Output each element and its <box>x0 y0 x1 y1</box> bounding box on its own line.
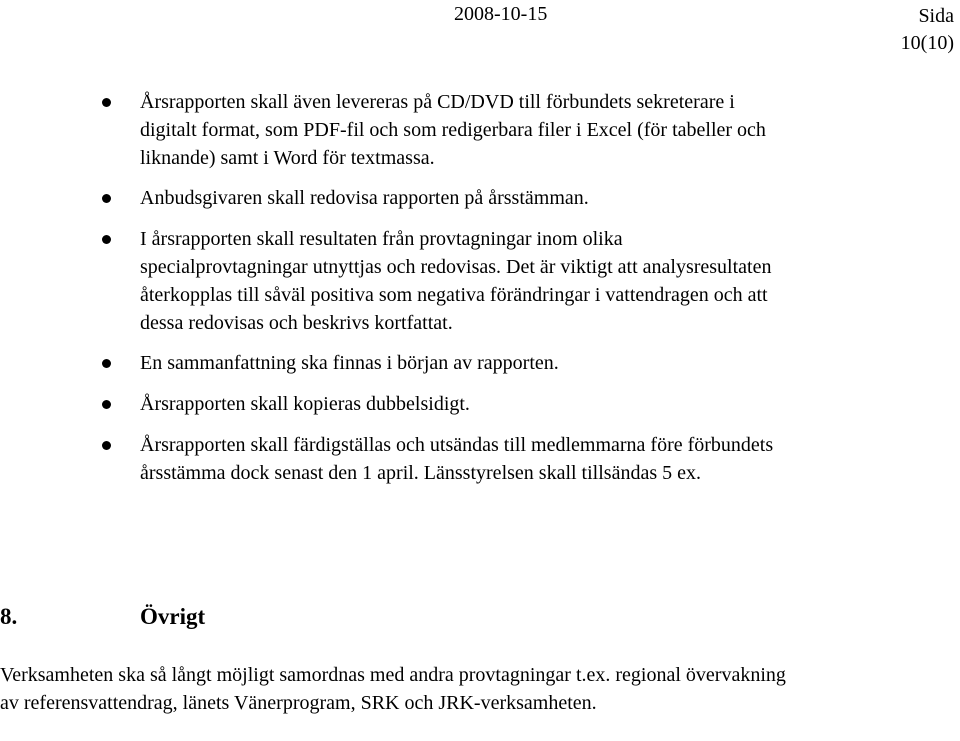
bullet-icon <box>102 441 111 450</box>
page-label: Sida <box>918 5 954 27</box>
list-item <box>0 391 790 419</box>
list-item-text: Anbudsgivaren skall redovisa rapporten på årsstämman. <box>140 187 589 210</box>
bullet-icon <box>102 194 111 203</box>
section-title: Övrigt <box>140 604 206 629</box>
bullet-icon <box>102 359 111 368</box>
list-item <box>0 432 790 488</box>
header-page-info <box>901 3 954 57</box>
bullet-icon <box>102 235 111 244</box>
requirements-list <box>0 89 960 501</box>
closing-paragraph: Verksamheten ska så långt möjligt samordnas med andra provtagningar t.ex. regional övervakning av referensvattendrag, länets Vänerprogram, SRK och JRK-verksamheten. <box>0 664 786 714</box>
header-date: 2008-10-15 <box>454 3 548 25</box>
list-item-text: Årsrapporten skall färdigställas och utsändas till medlemmarna före förbundets årsstämma dock senast den 1 april. Länsstyrelsen skall tillsändas 5 ex. <box>140 433 774 484</box>
list-item <box>0 89 790 172</box>
page-number: 10(10) <box>900 32 954 54</box>
list-item <box>0 185 790 213</box>
bullet-icon <box>102 98 111 107</box>
list-item-text: Årsrapporten skall även levereras på CD/DVD till förbundets sekreterare i digitalt format, som PDF-fil och som redigerbara filer i Excel (för tabeller och liknande) samt i Word för textmassa. <box>140 91 766 169</box>
list-item <box>0 350 790 378</box>
bullet-icon <box>102 400 111 409</box>
list-item-text: Årsrapporten skall kopieras dubbelsidigt. <box>140 393 470 416</box>
section-number: 8. <box>0 604 18 629</box>
list-item-text: En sammanfattning ska finnas i början av rapporten. <box>140 352 559 375</box>
list-item-text: I årsrapporten skall resultaten från provtagningar inom olika specialprovtagningar utnyttjas och redovisas. Det är viktigt att analysresultaten återkopplas till såväl positiva som negativa förändringar i vattendragen och att dessa redovisas och beskrivs kortfattat. <box>140 228 772 334</box>
list-item <box>0 226 790 337</box>
